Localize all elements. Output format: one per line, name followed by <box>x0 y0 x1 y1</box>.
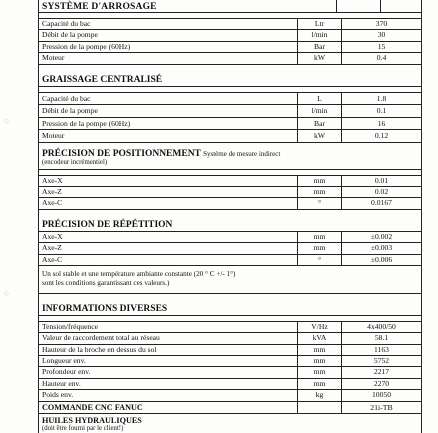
row-unit: mm <box>297 243 341 253</box>
section-header-arrosage <box>39 0 421 13</box>
row-label: Débit de la pompe <box>42 30 98 40</box>
table-row <box>39 118 421 131</box>
row-value: 1163 <box>341 345 421 355</box>
row-value: 0.0167 <box>341 198 421 208</box>
row-value: ±0.003 <box>341 243 421 253</box>
row-label: Tension/fréquence <box>42 321 98 331</box>
table-row <box>39 232 421 243</box>
row-label: Axe-Z <box>42 186 62 196</box>
row-unit: mm <box>297 379 341 389</box>
table-row <box>39 243 421 254</box>
table-row <box>39 42 421 53</box>
row-value: ±0.002 <box>341 232 421 242</box>
row-unit: Bar <box>297 42 341 52</box>
section-title-repetition: PRÉCISION DE RÉPÉTITION <box>39 210 421 232</box>
table-row <box>39 105 421 118</box>
huiles-note: (doit être fourni par le client!) <box>42 424 124 432</box>
row-unit: L <box>297 93 341 105</box>
row-unit: mm <box>297 187 341 197</box>
row-value: 2217 <box>341 367 421 377</box>
section-subtitle-line2: (encodeur incrémentiel) <box>42 158 108 166</box>
row-label: Poids env. <box>42 390 74 400</box>
spec-sheet <box>38 0 422 433</box>
row-unit: l/min <box>297 30 341 40</box>
row-label: Longueur env. <box>42 356 86 366</box>
row-value: 2270 <box>341 379 421 389</box>
row-value: 0.01 <box>341 176 421 186</box>
table-row <box>39 187 421 198</box>
row-unit: ° <box>297 255 341 265</box>
table-row <box>39 130 421 143</box>
cnc-label: COMMANDE CNC FANUC <box>42 402 143 412</box>
row-value: 0.12 <box>341 130 421 142</box>
table-row <box>39 367 421 378</box>
table-row <box>39 198 421 209</box>
row-label: Axe-X <box>42 175 63 185</box>
table-row <box>39 379 421 390</box>
table-row <box>39 322 421 333</box>
row-value: 0.02 <box>341 187 421 197</box>
row-unit: ° <box>297 198 341 208</box>
row-value: 4x400/50 <box>341 322 421 332</box>
row-label: Pression de la pompe (60Hz) <box>42 41 131 51</box>
row-unit: kW <box>297 130 341 142</box>
table-row <box>39 19 421 30</box>
row-value: 15 <box>341 42 421 52</box>
row-unit: V/Hz <box>297 322 341 332</box>
repetition-note: Un sol stable et une température ambiante constante (20 ° C +/- 1°) sont les conditions garantissant ces valeurs.) <box>39 266 421 294</box>
table-row <box>39 30 421 41</box>
row-label: Valeur de raccordement total au réseau <box>42 333 160 343</box>
row-value: 0.1 <box>341 105 421 117</box>
table-row <box>39 356 421 367</box>
section-title: SYSTÈME D'ARROSAGE <box>42 2 157 12</box>
row-value: 1.8 <box>341 93 421 105</box>
cnc-row <box>39 402 421 414</box>
row-value: 370 <box>341 19 421 29</box>
row-unit: mm <box>297 356 341 366</box>
punch-hole-mark: ○ <box>4 116 10 126</box>
row-unit: kVA <box>297 333 341 343</box>
repetition-table <box>39 232 421 266</box>
row-unit: l/min <box>297 105 341 117</box>
graissage-table <box>39 93 421 143</box>
section-huiles <box>39 414 421 433</box>
row-unit: mm <box>297 345 341 355</box>
row-unit: kg <box>297 390 341 400</box>
section-title: PRÉCISION DE POSITIONNEMENT <box>42 148 201 159</box>
row-label: Axe-X <box>42 231 63 241</box>
table-row <box>39 333 421 344</box>
row-label: Pression de la pompe (60Hz) <box>42 118 131 128</box>
row-value: 16 <box>341 118 421 130</box>
table-row <box>39 93 421 106</box>
table-row <box>39 345 421 356</box>
cnc-value: 21i-TB <box>341 402 421 413</box>
row-label: Débit de la pompe <box>42 106 98 116</box>
punch-hole-mark: ○ <box>4 288 10 298</box>
row-value: 30 <box>341 30 421 40</box>
row-label: Profondeur env. <box>42 367 91 377</box>
section-subtitle: Système de mesure indirect <box>203 149 281 158</box>
row-label: Capacité du bac <box>42 93 91 103</box>
section-title: HUILES HYDRAULIQUES <box>42 415 142 425</box>
table-row <box>39 176 421 187</box>
row-unit: mm <box>297 367 341 377</box>
row-label: Hauteur env. <box>42 378 81 388</box>
row-unit: Bar <box>297 118 341 130</box>
arrosage-table <box>39 19 421 65</box>
row-value: 0.4 <box>341 53 421 63</box>
row-unit: mm <box>297 176 341 186</box>
table-row <box>39 53 421 64</box>
section-title-diverses: INFORMATIONS DIVERSES <box>39 294 421 316</box>
row-unit: mm <box>297 232 341 242</box>
row-label: Capacité du bac <box>42 19 91 28</box>
row-label: Axe-C <box>42 254 63 264</box>
row-label: Moteur <box>42 131 65 141</box>
row-label: Axe-C <box>42 198 63 208</box>
row-unit: kW <box>297 53 341 63</box>
row-unit: Ltr <box>297 19 341 29</box>
row-value: ±0.006 <box>341 255 421 265</box>
positionnement-table <box>39 176 421 210</box>
diverses-table <box>39 322 421 402</box>
table-row <box>39 255 421 266</box>
section-header-positionnement <box>39 143 421 170</box>
row-label: Axe-Z <box>42 243 62 253</box>
row-value: 10050 <box>341 390 421 400</box>
row-value: 58.1 <box>341 333 421 343</box>
section-title-graissage: GRAISSAGE CENTRALISÉ <box>39 65 421 87</box>
row-label: Moteur <box>42 53 65 63</box>
row-value: 5752 <box>341 356 421 366</box>
row-label: Hauteur de la broche en dessus du sol <box>42 344 157 354</box>
